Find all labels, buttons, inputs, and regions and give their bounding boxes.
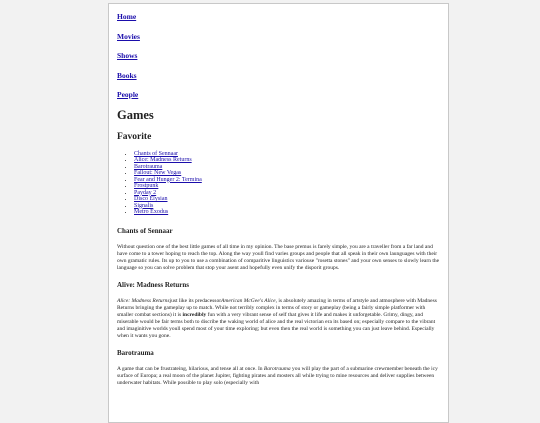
page-title: Games bbox=[117, 107, 154, 122]
favorite-link[interactable]: Fallout: New Vegas bbox=[134, 170, 182, 176]
section-title-alice: Alive: Madness Returns bbox=[117, 280, 189, 289]
favorite-link[interactable]: Frostpunk bbox=[134, 183, 159, 189]
nav-link-home[interactable]: Home bbox=[117, 12, 137, 21]
nav-item bbox=[117, 11, 440, 21]
favorite-link[interactable]: Signalis bbox=[134, 202, 154, 209]
text-segment: just like its predacessor bbox=[169, 297, 222, 304]
list-item bbox=[134, 209, 440, 216]
section-title-barotrauma: Barotrauma bbox=[117, 348, 154, 357]
page-container bbox=[108, 3, 449, 423]
section-title-chants: Chants of Sennaar bbox=[117, 226, 173, 235]
game-name: American McGee's Alice bbox=[221, 297, 276, 304]
game-name: Barotrauma bbox=[263, 365, 291, 372]
text-segment: fun with a very vibrant sense of self that gives it life and makes it unforgetable. Grimy, dingy, and miserable would be fair terms both to discribe the waking world of alice and the real victorian era its based on; especially compare to the vibrant and imaginitive worlds youll spend most of your time exploring; but even then the real world is something you can just leave behind. Especially when it wants you gone. bbox=[117, 311, 436, 339]
text-segment: you will play the part of a submarine crewmember beneath the icy surface of Europa; a real moon of the planet Jupiter, fighting pirates and mosters all while trying to mine resources and deliver supplies between underwater habitats. While possible to play solo (especially with bbox=[117, 365, 438, 386]
favorite-link[interactable]: Fear and Hunger 2: Termina bbox=[134, 176, 202, 183]
nav-item bbox=[117, 70, 440, 80]
section-text-chants: Without question one of the best little games of all time in my opinion. The base premus is farely simple, you are a traveller from a far land and have come to a tower hoping to reach the top. Along the way youll find varies groups and people that all speak in their own launguages with their own gramatic rules. Its up to you to use a combination of comparitive linguistics variouse "rosetta stones" and your own senses to slowly learn the language so you can solve problem that stop your asent and hopefully even unify the disporit groups. bbox=[117, 243, 440, 271]
favorite-link[interactable]: Barotrauma bbox=[134, 163, 163, 170]
favorite-link[interactable]: Payday 2 bbox=[134, 189, 157, 196]
favorite-heading: Favorite bbox=[117, 131, 152, 142]
nav-link-movies[interactable]: Movies bbox=[117, 31, 140, 41]
favorites-list bbox=[117, 151, 440, 216]
nav-link-shows[interactable]: Shows bbox=[117, 51, 138, 60]
section-text-barotrauma bbox=[117, 366, 440, 387]
nav-item bbox=[117, 31, 440, 41]
favorite-link[interactable]: Metro Exodus bbox=[134, 209, 169, 215]
nav-item bbox=[117, 50, 440, 60]
nav-link-books[interactable]: Books bbox=[117, 70, 137, 80]
emphasis: incredibly bbox=[182, 311, 207, 318]
favorite-link[interactable]: Disco Elysian bbox=[134, 196, 168, 202]
favorite-link[interactable]: Alice: Madness Returns bbox=[134, 157, 192, 163]
nav-item bbox=[117, 89, 440, 99]
game-name: Alice: Madness Returns bbox=[117, 297, 170, 304]
nav-link-people[interactable]: People bbox=[117, 90, 139, 99]
text-segment: A game that can be frustrateing, hilarious, and tense all at once. In bbox=[117, 365, 264, 372]
section-text-alice bbox=[117, 298, 440, 340]
text-segment: , is absolutely amazing in terms of artstyle and atmosphere with Madness Returns bringing the gameplay up to match. While not terribly complex in terms of story or gameplay (being a fairly simple platformer with smaller combat sections) it is bbox=[117, 297, 437, 318]
nav-list bbox=[117, 11, 440, 99]
favorite-link[interactable]: Chants of Sennaar bbox=[134, 150, 178, 157]
